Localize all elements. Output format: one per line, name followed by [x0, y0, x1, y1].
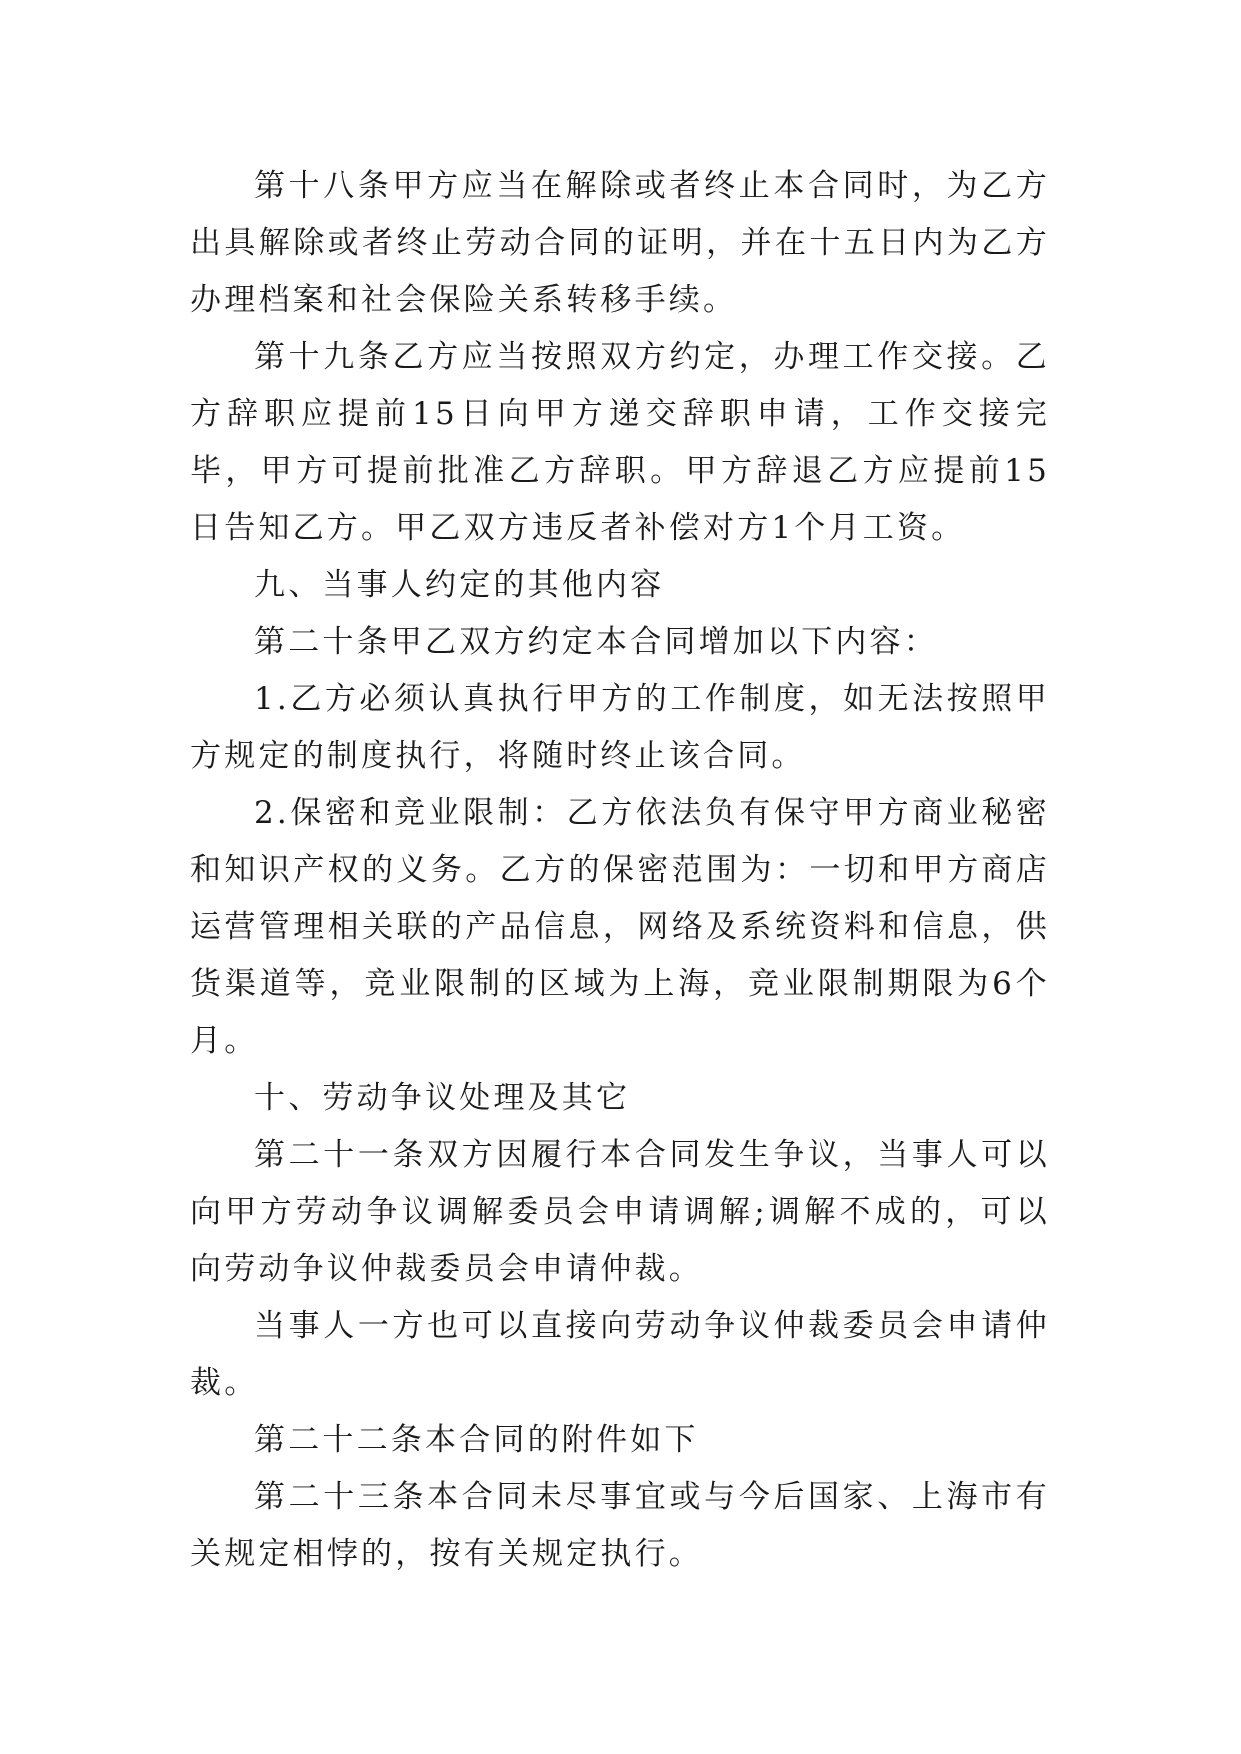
paragraph-article-19: 第十九条乙方应当按照双方约定，办理工作交接。乙方辞职应提前15日向甲方递交辞职申请，工作交接完毕，甲方可提前批准乙方辞职。甲方辞退乙方应提前15日告知乙方。甲乙双方违反者补偿对方1个月工资。 — [190, 339, 1050, 546]
paragraph-article-23: 第二十三条本合同未尽事宜或与今后国家、上海市有关规定相悖的，按有关规定执行。 — [190, 1479, 1050, 1572]
document-body — [190, 158, 1050, 1583]
paragraph-article-20: 第二十条甲乙双方约定本合同增加以下内容： — [254, 624, 938, 660]
section-heading-ten: 十、劳动争议处理及其它 — [254, 1080, 631, 1116]
list-item-1: 1.乙方必须认真执行甲方的工作制度，如无法按照甲方规定的制度执行，将随时终止该合同。 — [190, 681, 1050, 774]
section-heading-nine: 九、当事人约定的其他内容 — [254, 567, 665, 603]
list-item-2: 2.保密和竞业限制：乙方依法负有保守甲方商业秘密和知识产权的义务。乙方的保密范围为：一切和甲方商店运营管理相关联的产品信息，网络及系统资料和信息，供货渠道等，竞业限制的区域为上海，竞业限制期限为6个月。 — [190, 795, 1050, 1059]
paragraph-article-22: 第二十二条本合同的附件如下 — [254, 1422, 699, 1458]
paragraph-article-21: 第二十一条双方因履行本合同发生争议，当事人可以向甲方劳动争议调解委员会申请调解;调解不成的，可以向劳动争议仲裁委员会申请仲裁。 — [190, 1137, 1050, 1287]
paragraph-arbitration: 当事人一方也可以直接向劳动争议仲裁委员会申请仲裁。 — [190, 1308, 1050, 1401]
paragraph-article-18: 第十八条甲方应当在解除或者终止本合同时，为乙方出具解除或者终止劳动合同的证明，并在十五日内为乙方办理档案和社会保险关系转移手续。 — [190, 168, 1050, 318]
